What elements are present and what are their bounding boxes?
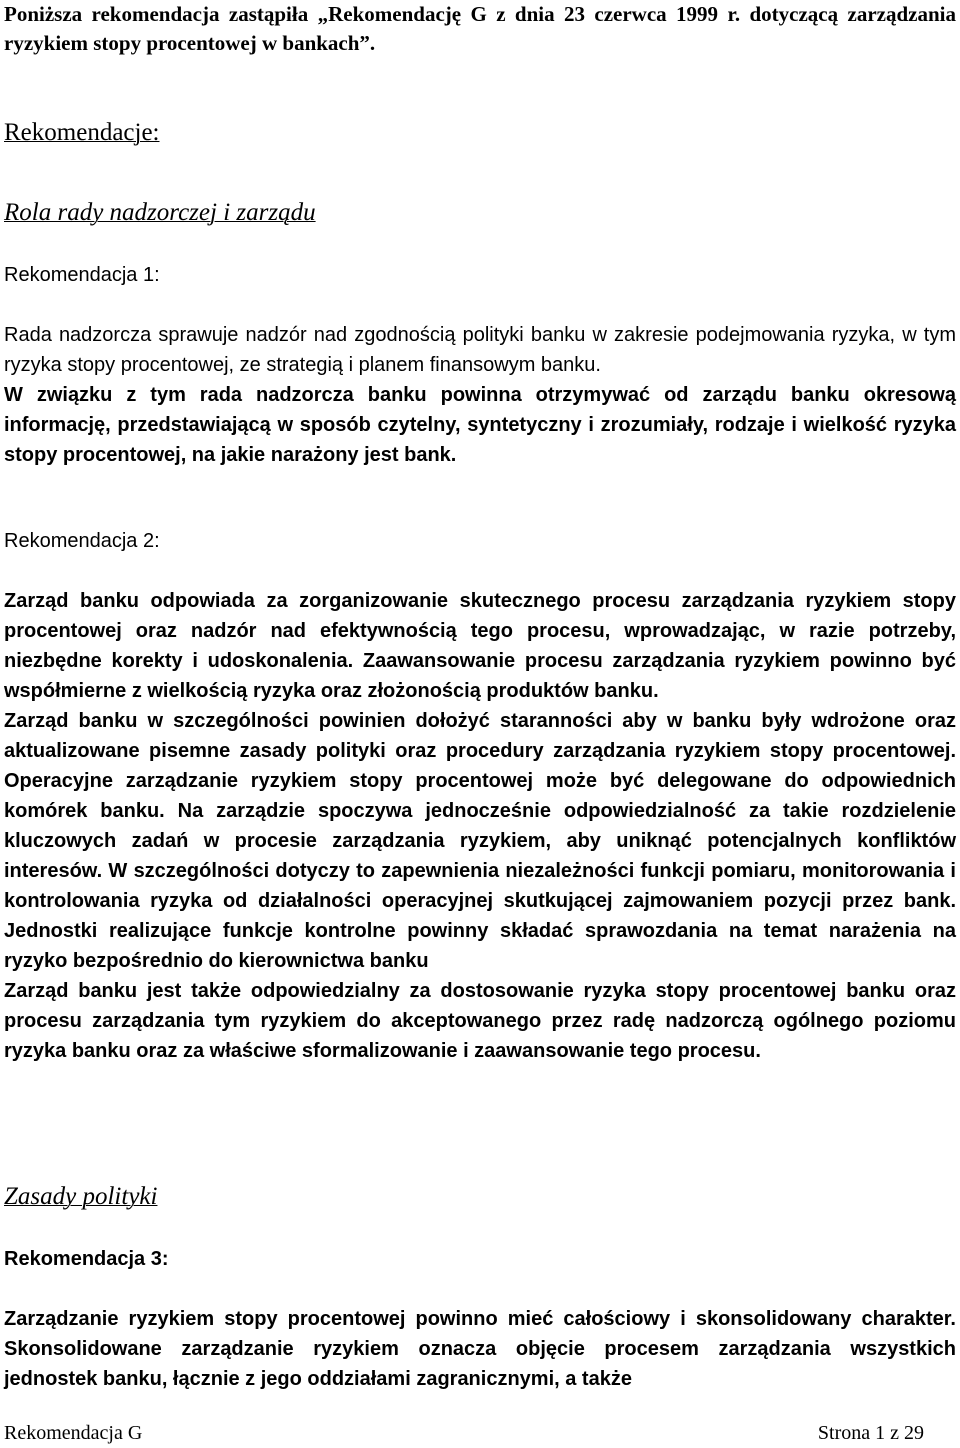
recommendation-2-body [4, 586, 956, 1066]
recommendation-3-label: Rekomendacja 3: [4, 1248, 169, 1270]
section-heading-board-roles: Rola rady nadzorczej i zarządu [4, 199, 316, 226]
recommendation-3-body [4, 1304, 956, 1394]
footer-document-name: Rekomendacja G [4, 1422, 143, 1444]
recommendations-heading: Rekomendacje: [4, 119, 160, 146]
recommendation-2-paragraph-3: Zarząd banku jest także odpowiedzialny za dostosowanie ryzyka stopy procentowej banku oraz procesu zarządzania tym ryzykiem do akceptowanego przez radę nadzorczą ogólnego poziomu ryzyka banku oraz za właściwe sformalizowanie i zaawansowanie tego procesu. [4, 980, 956, 1062]
page-footer [4, 1420, 924, 1446]
intro-note: Poniższa rekomendacja zastąpiła „Rekomendację G z dnia 23 czerwca 1999 r. dotyczącą zarządzania ryzykiem stopy procentowej w bankach”. [4, 2, 956, 55]
footer-page-number: Strona 1 z 29 [817, 1422, 924, 1444]
recommendation-3-paragraph-1: Zarządzanie ryzykiem stopy procentowej powinno mieć całościowy i skonsolidowany charakter. Skonsolidowane zarządzanie ryzykiem oznacza objęcie procesem zarządzania wszystkich jednostek banku, łącznie z jego oddziałami zagranicznymi, a także [4, 1308, 956, 1390]
recommendation-2-label: Rekomendacja 2: [4, 530, 160, 552]
recommendation-1-body [4, 320, 956, 470]
recommendation-2-paragraph-1: Zarząd banku odpowiada za zorganizowanie skutecznego procesu zarządzania ryzykiem stopy procentowej oraz nadzór nad efektywnością tego procesu, wprowadzając, w razie potrzeby, niezbędne korekty i udoskonalenia. Zaawansowanie procesu zarządzania ryzykiem powinno być współmierne z wielkością ryzyka oraz złożonością produktów banku. [4, 590, 956, 702]
recommendation-2-paragraph-2: Zarząd banku w szczególności powinien dołożyć staranności aby w banku były wdrożone oraz aktualizowane pisemne zasady polityki oraz procedury zarządzania ryzykiem stopy procentowej. Operacyjne zarządzanie ryzykiem stopy procentowej może być delegowane do odpowiednich komórek banku. Na zarządzie spoczywa jednocześnie odpowiedzialność za takie rozdzielenie kluczowych zadań w procesie zarządzania ryzykiem, aby uniknąć potencjalnych konfliktów interesów. W szczególności dotyczy to zapewnienia niezależności funkcji pomiaru, monitorowania i kontrolowania ryzyka od działalności operacyjnej skutkującej zajmowaniem pozycji przez bank. Jednostki realizujące funkcje kontrolne powinny składać sprawozdania na temat narażenia na ryzyko bezpośrednio do kierownictwa banku [4, 710, 956, 972]
section-heading-policy: Zasady polityki [4, 1183, 158, 1210]
recommendation-1-label: Rekomendacja 1: [4, 264, 160, 286]
recommendation-1-paragraph-1: Rada nadzorcza sprawuje nadzór nad zgodnością polityki banku w zakresie podejmowania ryzyka, w tym ryzyka stopy procentowej, ze strategią i planem finansowym banku. [4, 324, 956, 376]
recommendation-1-paragraph-2: W związku z tym rada nadzorcza banku powinna otrzymywać od zarządu banku okresową informację, przedstawiającą w sposób czytelny, syntetyczny i zrozumiały, rodzaje i wielkość ryzyka stopy procentowej, na jakie narażony jest bank. [4, 384, 956, 466]
